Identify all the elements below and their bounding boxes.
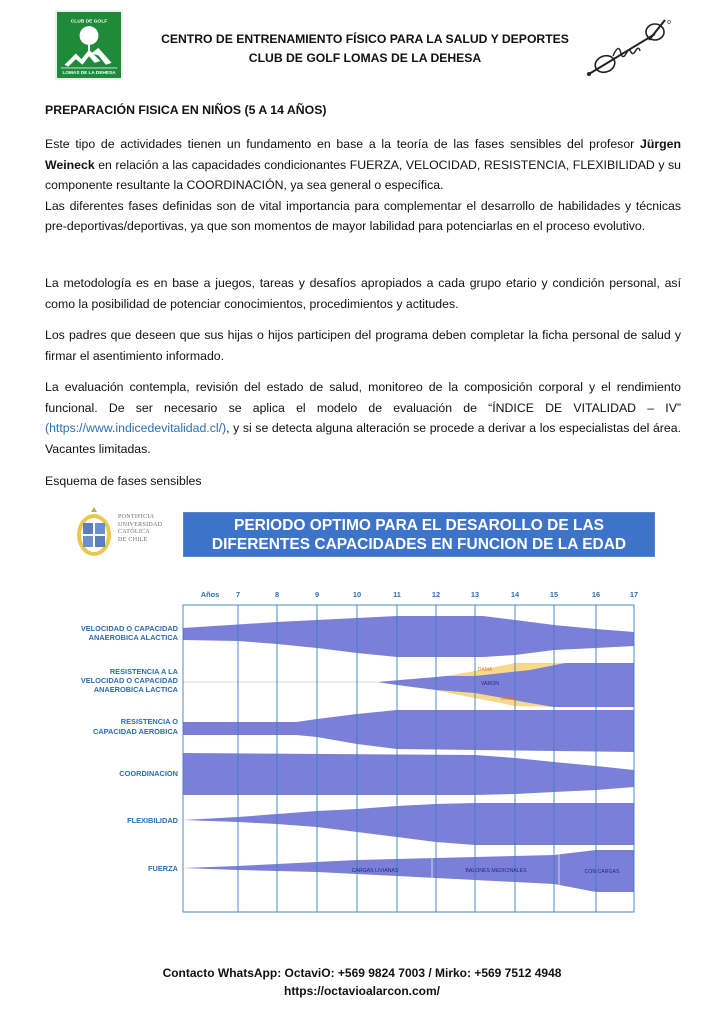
indice-vitalidad-link[interactable]: (https://www.indicedevitalidad.cl/): [45, 421, 227, 435]
chart-title-line2: DIFERENTES CAPACIDADES EN FUNCION DE LA EDAD: [211, 536, 627, 553]
con-cargas-label: CON CARGAS: [584, 869, 620, 875]
varon-label: VARON: [480, 681, 500, 687]
band-aerobica: [183, 710, 634, 752]
band-coordinacion: [183, 753, 634, 795]
author-name: Jürgen Weineck: [45, 137, 681, 172]
paragraph-text: en relación a las capacidades condicionantes FUERZA, VELOCIDAD, RESISTENCIA, FLEXIBILIDAD y su componente resultante la COORDINACIÓN, ya sea general o específica.: [45, 157, 681, 192]
paragraph-parents: Los padres que deseen que sus hijas o hijos participen del programa deben completar la ficha personal de salud y firmar el asentimiento informado.: [45, 328, 681, 363]
chart-title-line1: PERIODO OPTIMO PARA EL DESAROLLO DE LAS: [233, 517, 605, 534]
svg-text:11: 11: [393, 590, 401, 599]
svg-text:VELOCIDAD O CAPACIDAD: VELOCIDAD O CAPACIDAD: [80, 676, 178, 685]
paragraph-methodology: La metodología es en base a juegos, tareas y desafíos apropiados a cada grupo etario y condición personal, así como la posibilidad de potenciar conocimientos, procedimientos y actitudes.: [45, 276, 681, 311]
svg-text:LOMAS DE LA DEHESA: LOMAS DE LA DEHESA: [62, 70, 116, 76]
svg-text:FLEXIBILIDAD: FLEXIBILIDAD: [127, 816, 178, 825]
svg-text:9: 9: [314, 590, 320, 599]
paragraph-text: La evaluación contempla, revisión del estado de salud, monitoreo de la composición corporal y el rendimiento funcional. De ser necesario se aplica el modelo de evaluación de “ÍNDICE DE VITALIDAD – IV”: [45, 380, 681, 415]
paragraph-text: Este tipo de actividades tienen un fundamento en base a la teoría de las fases sensibles del profesor: [45, 137, 640, 151]
svg-text:13: 13: [470, 590, 480, 599]
balones-medicinales-label: BALONES MEDICINALES: [465, 868, 527, 874]
svg-text:14: 14: [510, 590, 520, 599]
uc-line: UNIVERSIDAD: [118, 521, 163, 528]
website-link[interactable]: https://octavioalarcon.com/: [283, 984, 441, 998]
svg-text:RESISTENCIA A LA: RESISTENCIA A LA: [109, 667, 178, 676]
svg-text:VELOCIDAD O CAPACIDAD: VELOCIDAD O CAPACIDAD: [80, 624, 178, 633]
band-velocidad: [183, 616, 634, 657]
paragraph-text: Las diferentes fases definidas son de vital importancia para complementar el desarrollo de habilidades y técnicas pre-deportivas/deportivas, ya que son momentos de mayor labilidad para potenciarlas en el proceso evolutivo.: [45, 198, 681, 233]
header-title-line1: CENTRO DE ENTRENAMIENTO FÍSICO PARA LA SALUD Y DEPORTES: [161, 32, 569, 46]
svg-text:8: 8: [274, 590, 280, 599]
svg-text:FUERZA: FUERZA: [148, 864, 178, 873]
footer: [0, 964, 724, 1000]
svg-text:ANAEROBICA ALACTICA: ANAEROBICA ALACTICA: [88, 633, 178, 642]
svg-text:17: 17: [629, 590, 639, 599]
paragraph-scheme-caption: Esquema de fases sensibles: [45, 474, 202, 488]
svg-text:10: 10: [352, 590, 362, 599]
svg-text:CAPACIDAD AEROBICA: CAPACIDAD AEROBICA: [93, 727, 178, 736]
section-heading: PREPARACIÓN FISICA EN NIÑOS (5 A 14 AÑOS): [45, 103, 327, 117]
header-title-line2: CLUB DE GOLF LOMAS DE LA DEHESA: [248, 51, 482, 65]
paragraph-text: , y si se detecta alguna alteración se procede a derivar a los especialistas del área. Vacantes limitadas.: [45, 421, 681, 456]
dama-bottom-label: DAMA: [500, 696, 516, 702]
uc-line: DE CHILE: [118, 536, 148, 543]
dama-top-label: DAMA: [477, 667, 493, 673]
cargas-livianas-label: CARGAS LIVIANAS: [351, 868, 399, 874]
svg-text:ANAEROBICA LACTICA: ANAEROBICA LACTICA: [93, 685, 178, 694]
svg-text:Años: Años: [200, 590, 220, 599]
svg-text:CLUB DE GOLF: CLUB DE GOLF: [70, 19, 108, 25]
svg-text:7: 7: [235, 590, 241, 599]
svg-text:RESISTENCIA O: RESISTENCIA O: [120, 717, 178, 726]
band-flexibilidad: [183, 803, 634, 845]
band-fuerza: [183, 850, 634, 892]
svg-text:COORDINACION: COORDINACION: [119, 769, 178, 778]
svg-text:12: 12: [431, 590, 441, 599]
svg-text:16: 16: [591, 590, 601, 599]
svg-text:15: 15: [549, 590, 559, 599]
row-labels: [81, 624, 179, 873]
contact-whatsapp: Contacto WhatsApp: OctaviO: +569 9824 7003 / Mirko: +569 7512 4948: [162, 966, 562, 980]
uc-line: PONTIFICIA: [118, 514, 155, 520]
x-axis-labels: [201, 590, 638, 599]
uc-line: CATÓLICA: [118, 529, 151, 536]
chart-bands: [183, 616, 634, 892]
